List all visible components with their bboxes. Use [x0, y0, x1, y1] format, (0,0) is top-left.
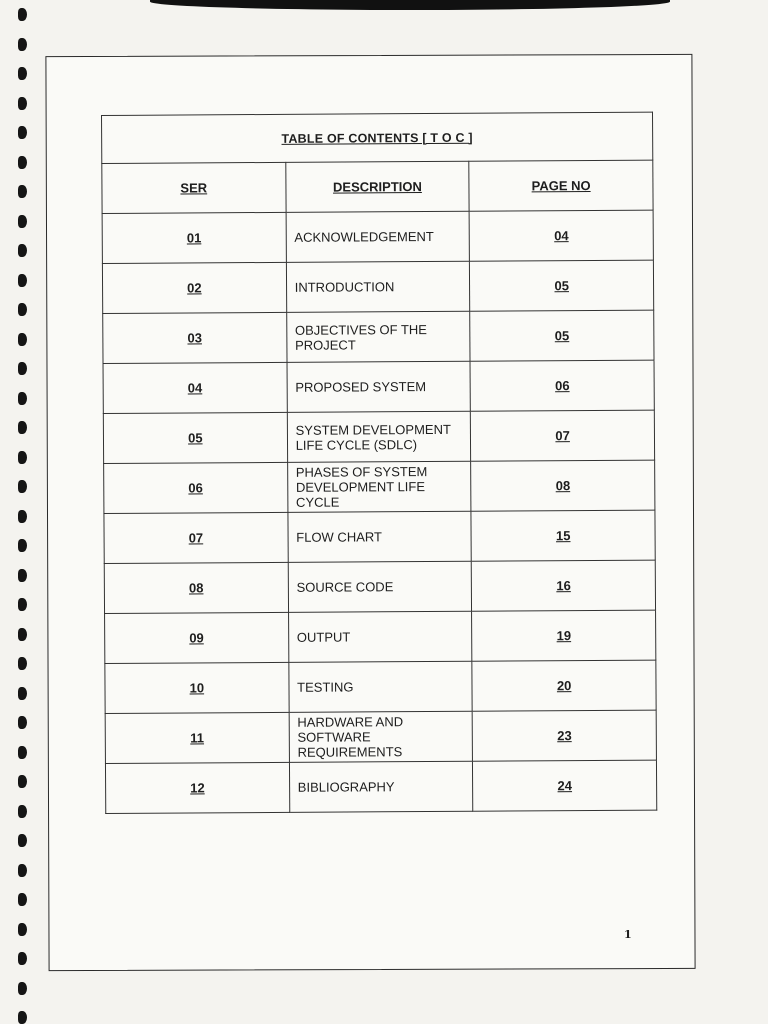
page-cell-text: 04 — [554, 228, 569, 244]
binding-hole — [18, 746, 27, 759]
page-cell — [470, 360, 654, 411]
binding-hole — [18, 126, 27, 139]
ser-cell-text: 02 — [187, 280, 202, 296]
description-cell — [288, 611, 472, 662]
binding-hole — [18, 598, 27, 611]
table-row — [103, 360, 654, 413]
header-ser-label: SER — [180, 180, 208, 196]
binding-hole — [18, 156, 27, 169]
ser-cell — [104, 462, 288, 513]
ser-cell — [105, 712, 289, 763]
table-row — [104, 510, 655, 563]
ser-cell-text: 11 — [190, 730, 205, 746]
ser-cell-text: 04 — [187, 380, 203, 396]
ser-cell — [103, 312, 287, 363]
header-description-label: DESCRIPTION — [332, 179, 422, 195]
ser-cell-text: 06 — [188, 480, 203, 496]
binding-hole — [18, 215, 27, 228]
page-cell — [471, 510, 655, 561]
ser-cell-text: 05 — [188, 430, 203, 446]
description-cell — [286, 261, 470, 312]
table-row — [104, 560, 655, 613]
binding-hole — [18, 510, 27, 523]
table-row — [104, 460, 655, 513]
page-cell — [471, 410, 655, 461]
description-cell-text: BIBLIOGRAPHY — [297, 779, 395, 795]
toc-header-row — [102, 160, 653, 213]
table-row — [105, 710, 656, 763]
binding-hole — [18, 1011, 27, 1024]
binding-hole — [18, 687, 27, 700]
binding-hole — [18, 303, 27, 316]
page-cell-text: 20 — [556, 678, 572, 694]
page-cell-text: 05 — [554, 328, 570, 344]
header-page — [469, 160, 653, 211]
ser-cell — [103, 412, 287, 463]
binding-hole — [18, 864, 27, 877]
header-page-label: PAGE NO — [531, 178, 591, 194]
ser-cell — [104, 512, 288, 563]
table-row — [105, 610, 656, 663]
page-cell-text: 06 — [555, 378, 570, 394]
binding-hole — [18, 421, 27, 434]
description-cell-text: OBJECTIVES OF THE PROJECT — [294, 321, 427, 353]
binding-hole — [18, 952, 27, 965]
page-cell — [472, 710, 656, 761]
ser-cell — [102, 212, 286, 263]
page-cell-text: 15 — [555, 528, 571, 544]
table-row — [102, 210, 653, 263]
description-cell — [289, 711, 473, 762]
binding-hole — [18, 805, 27, 818]
table-of-contents — [101, 112, 657, 814]
page-cell-text: 05 — [554, 278, 569, 294]
description-cell — [287, 461, 471, 512]
header-ser — [102, 162, 286, 213]
page-top-shadow — [150, 0, 670, 10]
page-cell — [471, 460, 655, 511]
toc-title-cell — [102, 112, 653, 163]
binding-hole — [18, 185, 27, 198]
binding-hole — [18, 628, 27, 641]
binding-hole — [18, 244, 27, 257]
description-cell — [286, 211, 470, 262]
binding-hole — [18, 834, 27, 847]
description-cell-text: SYSTEM DEVELOPMENT LIFE CYCLE (SDLC) — [295, 421, 451, 453]
description-cell — [287, 361, 471, 412]
description-cell — [288, 561, 472, 612]
ser-cell-text: 08 — [188, 580, 204, 596]
ser-cell-text: 12 — [190, 780, 205, 796]
binding-hole — [18, 657, 27, 670]
binding-hole — [18, 982, 27, 995]
page-cell-text: 07 — [555, 428, 570, 444]
binding-hole — [18, 923, 27, 936]
ser-cell-text: 07 — [188, 530, 204, 546]
page-cell-text: 08 — [555, 478, 571, 494]
page-cell-text: 16 — [556, 578, 571, 594]
page-cell — [472, 610, 656, 661]
binding-hole — [18, 38, 27, 51]
description-cell-text: SOURCE CODE — [296, 579, 394, 595]
binding-hole — [18, 274, 27, 287]
description-cell-text: FLOW CHART — [296, 529, 383, 545]
binding-hole — [18, 569, 27, 582]
binding-hole — [18, 392, 27, 405]
binding-hole — [18, 333, 27, 346]
table-row — [105, 760, 656, 813]
ser-cell — [103, 362, 287, 413]
ser-cell — [105, 612, 289, 663]
description-cell-text: HARDWARE AND SOFTWARE REQUIREMENTS — [297, 714, 404, 760]
binding-hole — [18, 8, 27, 21]
description-cell — [288, 511, 472, 562]
binding-hole — [18, 97, 27, 110]
description-cell — [289, 661, 473, 712]
description-cell-text: OUTPUT — [296, 629, 351, 645]
table-row — [103, 410, 654, 463]
table-row — [105, 660, 656, 713]
binding-hole — [18, 775, 27, 788]
binding-hole — [18, 539, 27, 552]
description-cell-text: ACKNOWLEDGEMENT — [294, 228, 434, 245]
description-cell-text: TESTING — [297, 679, 354, 695]
binding-hole — [18, 893, 27, 906]
toc-title: TABLE OF CONTENTS [ T O C ] — [281, 130, 473, 146]
page-cell — [470, 260, 654, 311]
page-cell — [472, 560, 656, 611]
ser-cell-text: 10 — [189, 680, 205, 696]
description-cell — [286, 311, 470, 362]
page-cell — [473, 760, 657, 811]
page-cell-text: 19 — [556, 628, 572, 644]
binding-hole — [18, 451, 27, 464]
description-cell — [287, 411, 471, 462]
page-cell — [469, 210, 653, 261]
ser-cell — [102, 262, 286, 313]
ser-cell-text: 01 — [186, 230, 202, 246]
description-cell-text: PROPOSED SYSTEM — [295, 379, 427, 395]
binding-hole — [18, 67, 27, 80]
page-cell — [470, 310, 654, 361]
binding-hole — [18, 716, 27, 729]
page-cell-text: 24 — [557, 778, 573, 794]
description-cell — [289, 761, 473, 812]
ser-cell — [105, 662, 289, 713]
ser-cell-text: 03 — [187, 330, 202, 346]
spiral-binding — [14, 0, 36, 1024]
page-number: 1 — [624, 928, 632, 941]
binding-hole — [18, 362, 27, 375]
header-description — [285, 161, 469, 212]
description-cell-text: PHASES OF SYSTEM DEVELOPMENT LIFE CYCLE — [295, 464, 428, 510]
table-row — [103, 310, 654, 363]
table-row — [102, 260, 653, 313]
page-cell-text: 23 — [557, 728, 572, 744]
page-cell — [472, 660, 656, 711]
description-cell-text: INTRODUCTION — [294, 279, 395, 295]
binding-hole — [18, 480, 27, 493]
ser-cell-text: 09 — [189, 630, 204, 646]
ser-cell — [105, 762, 289, 813]
ser-cell — [104, 562, 288, 613]
